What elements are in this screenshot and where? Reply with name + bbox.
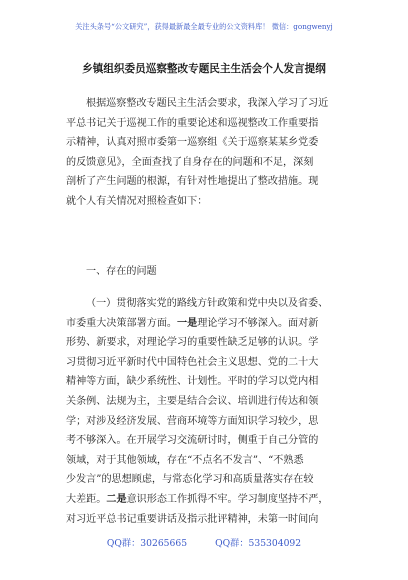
page-banner: 关注头条号“公文研究”，获得最新最全最专业的公文资料库！ 微信：gongwenyj <box>75 22 333 31</box>
intro-line: 根据巡察整改专题民主生活会要求，我深入学习了习近 <box>86 98 329 109</box>
intro-paragraph <box>66 94 347 212</box>
paragraph-line: 对习近平总书记重要讲话及指示批评精神，未第一时间向 <box>66 513 319 525</box>
paragraph-line: 考不够深入。在开展学习交流研讨时，侧重于自己分管的 <box>66 435 319 447</box>
paragraph-line: 关条例、法规为主，主要是结合会议、培训进行传达和领 <box>66 395 319 407</box>
point-marker: 一是 <box>177 317 198 329</box>
page-footer <box>0 538 408 550</box>
qq-group-1: QQ群：30265665 <box>106 538 188 549</box>
intro-line: 就个人有关情况对照检查如下： <box>66 195 208 207</box>
paragraph-line <box>66 314 347 334</box>
intro-line: 剖析了产生问题的根源，有针对性地提出了整改措施。现 <box>66 176 319 188</box>
line-text: 理论学习不够深入。面对新 <box>197 317 319 329</box>
line-text: 市委重大决策部署方面。 <box>66 317 178 329</box>
intro-line: 的反馈意见》，全面查找了自身存在的问题和不足，深刻 <box>66 156 314 168</box>
intro-line: 示精神，认真对照市委第一巡察组《关于巡察某某乡党委 <box>66 137 319 149</box>
paragraph-line: 少发言”的思想顾虑，与常态化学习和高质量落实存在较 <box>66 474 314 486</box>
paragraph-line: 学；对涉及经济发展、营商环境等方面知识学习较少，思 <box>66 415 319 427</box>
document-title: 乡镇组织委员巡察整改专题民主生活会个人发言提纲 <box>82 63 326 75</box>
paragraph-line <box>66 490 347 510</box>
paragraph-line: （一）贯彻落实党的路线方针政策和党中央以及省委、 <box>86 298 329 309</box>
paragraph-line: 精神等方面，缺少系统性、计划性。平时的学习以党内相 <box>66 376 319 388</box>
section-heading: 一、存在的问题 <box>86 266 157 277</box>
line-text: 大差距。 <box>66 493 107 505</box>
intro-line: 平总书记关于巡视工作的重要论述和巡视整改工作重要指 <box>66 117 319 129</box>
problem-paragraph <box>66 294 347 529</box>
qq-group-2: QQ群：535304092 <box>215 538 302 549</box>
line-text: 意识形态工作抓得不牢。学习制度坚持不严， <box>126 493 329 505</box>
paragraph-line: 领域，对于其他领域，存在“不点名不发言”、“不熟悉 <box>66 454 304 466</box>
point-marker: 二是 <box>106 493 127 505</box>
paragraph-line: 习贯彻习近平新时代中国特色社会主义思想、党的二十大 <box>66 356 319 368</box>
paragraph-line: 形势、新要求，对理论学习的重要性缺乏足够的认识。学 <box>66 337 319 349</box>
